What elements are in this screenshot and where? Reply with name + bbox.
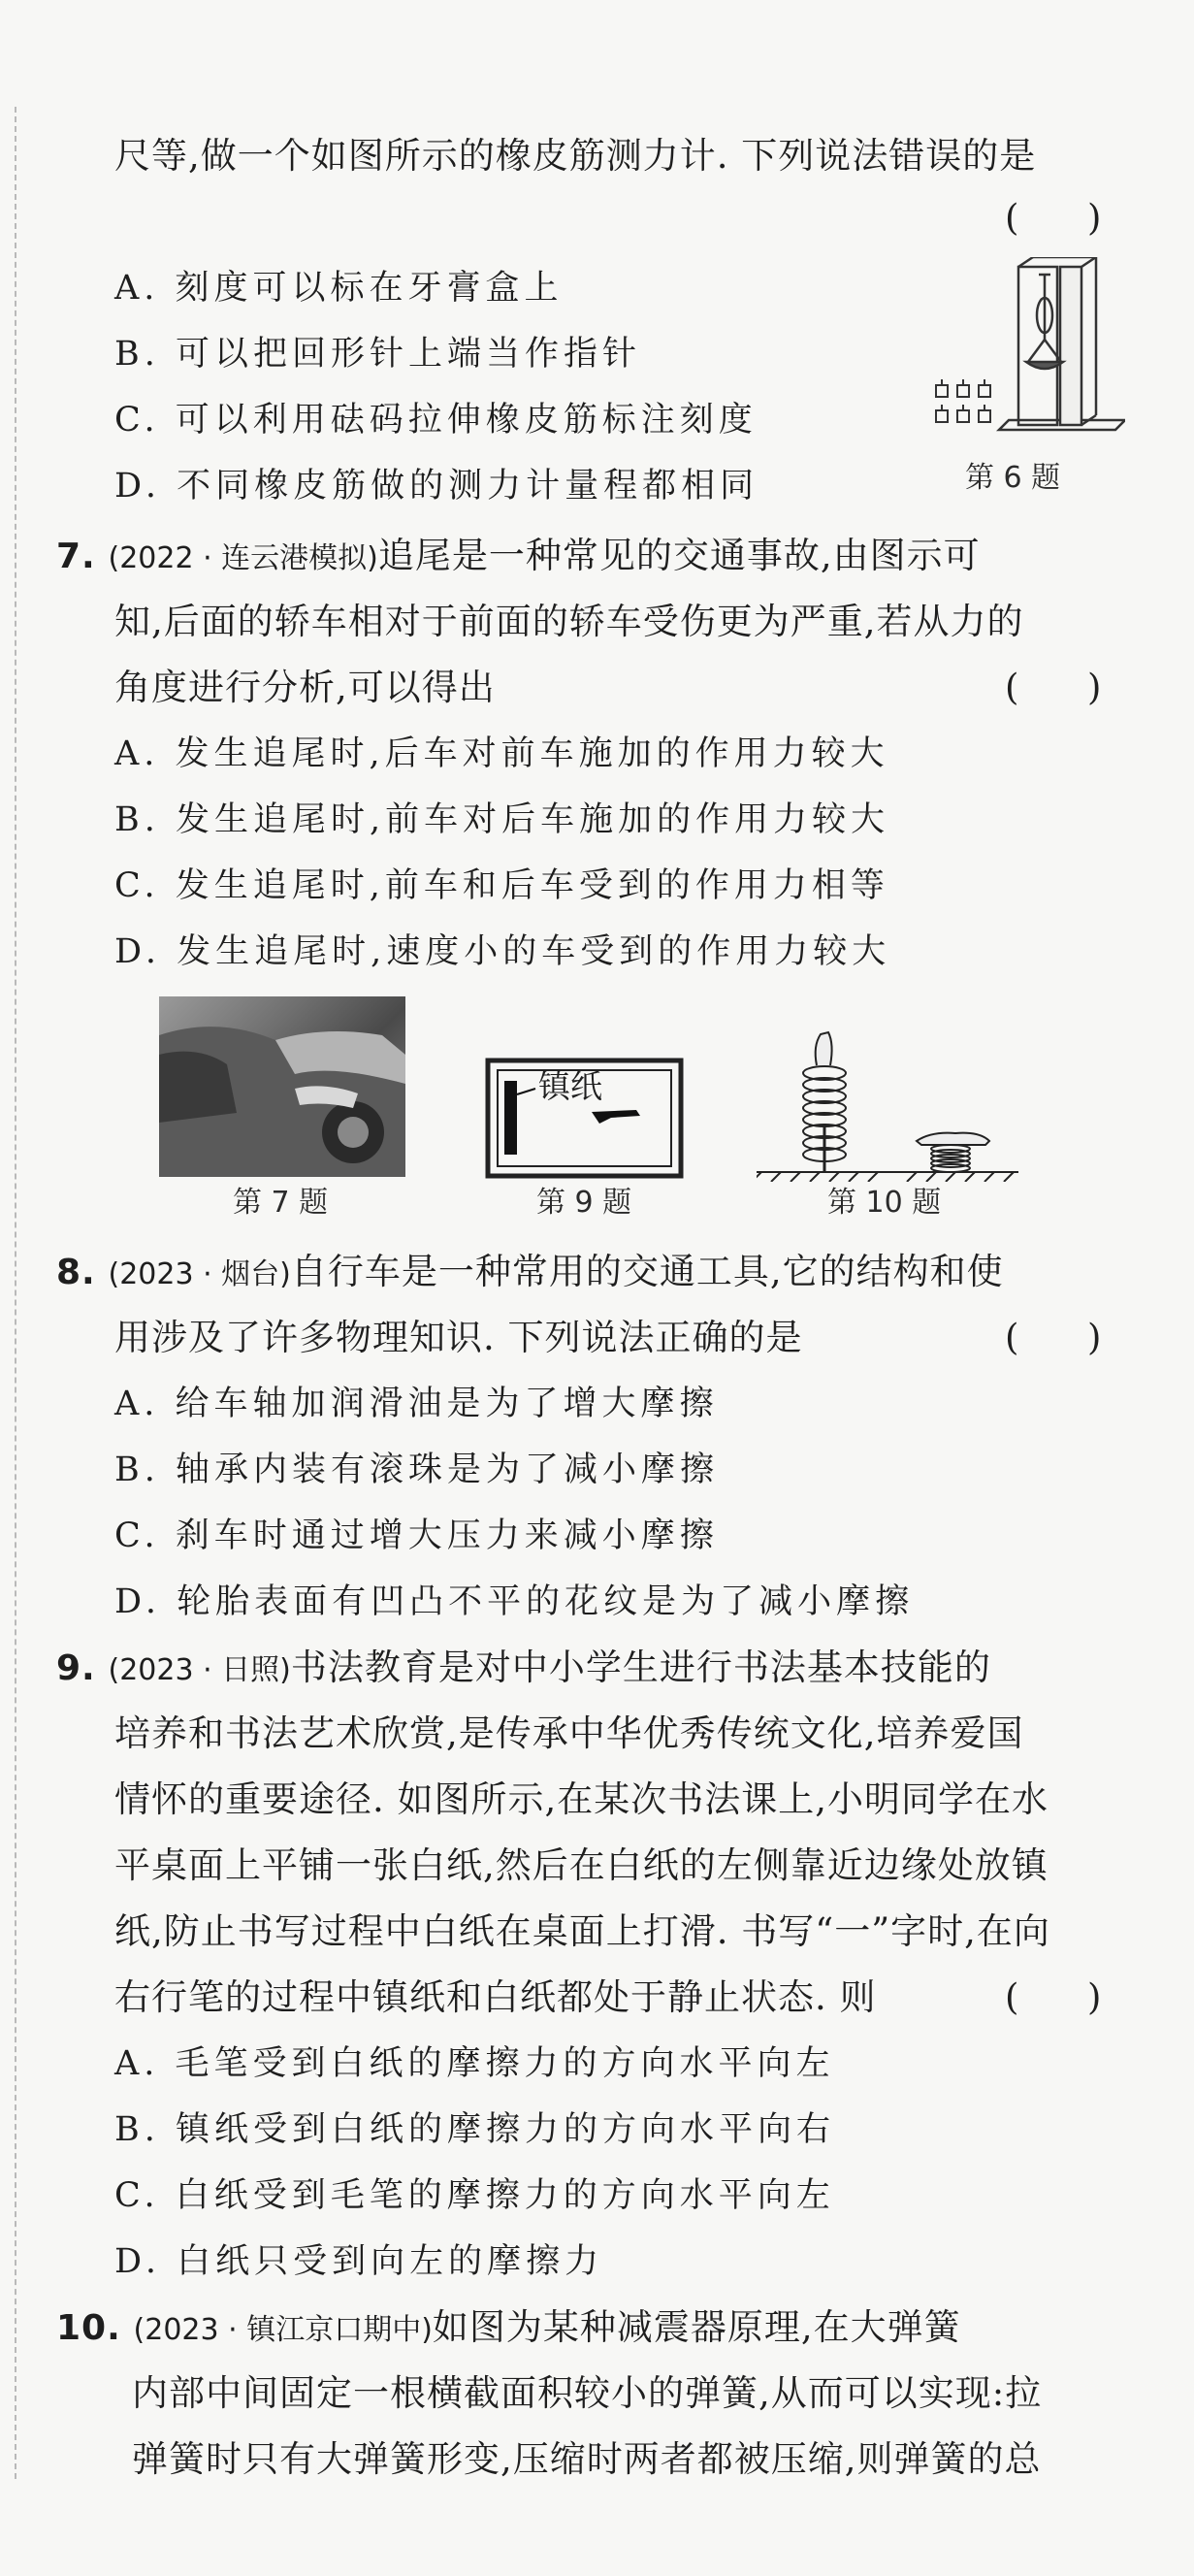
- q10-stem-text-1: 如图为某种减震器原理,在大弹簧: [432, 2306, 961, 2348]
- paperweight-bar: [504, 1081, 517, 1155]
- q9-stem-line-4: 平桌面上平铺一张白纸,然后在白纸的左侧靠近边缘处放镇: [114, 1844, 1049, 1886]
- q9-option-d[interactable]: D. 白纸只受到向左的摩擦力: [114, 2242, 604, 2281]
- q8-option-c[interactable]: C. 刹车时通过增大压力来减小摩擦: [114, 1516, 719, 1555]
- q8-option-d[interactable]: D. 轮胎表面有凹凸不平的花纹是为了减小摩擦: [114, 1582, 915, 1621]
- q8-stem-line-1: [56, 1248, 1004, 1299]
- q8-stem-line-2: 用涉及了许多物理知识. 下列说法正确的是: [114, 1317, 803, 1358]
- q7-stem-line-2: 知,后面的轿车相对于前面的轿车受伤更为严重,若从力的: [114, 601, 1024, 642]
- q7-stem-text-1: 追尾是一种常见的交通事故,由图示可: [377, 535, 981, 576]
- q9-option-c[interactable]: C. 白纸受到毛笔的摩擦力的方向水平向左: [114, 2176, 835, 2215]
- q8-source: (2023 · 烟台): [108, 1257, 291, 1291]
- weights-icon: [936, 379, 990, 422]
- q7-answer-paren[interactable]: ( ): [1005, 667, 1102, 708]
- q6-option-d[interactable]: D. 不同橡皮筋做的测力计量程都相同: [114, 467, 759, 505]
- q6-figure-force-gauge: [926, 257, 1125, 441]
- q7-source: (2022 · 连云港模拟): [108, 541, 378, 575]
- q7-stem-line-1: [56, 532, 981, 583]
- q9-number: 9.: [56, 1648, 96, 1688]
- q7-option-b[interactable]: B. 发生追尾时,前车对后车施加的作用力较大: [114, 800, 890, 839]
- q6-stem-line: 尺等,做一个如图所示的橡皮筋测力计. 下列说法错误的是: [114, 135, 1037, 177]
- q6-figure-caption: 第 6 题: [965, 461, 1061, 495]
- q7-number: 7.: [56, 537, 96, 576]
- q9-stem-line-2: 培养和书法艺术欣赏,是传承中华优秀传统文化,培养爱国: [114, 1712, 1024, 1754]
- q9-source: (2023 · 日照): [108, 1653, 291, 1687]
- q8-option-a[interactable]: A. 给车轴加润滑油是为了增大摩擦: [114, 1385, 719, 1423]
- q9-figure-caption: 第 9 题: [536, 1186, 632, 1220]
- q9-stem-line-3: 情怀的重要途径. 如图所示,在某次书法课上,小明同学在水: [114, 1778, 1049, 1820]
- q9-stem-line-1: [56, 1644, 991, 1695]
- q7-stem-line-3: 角度进行分析,可以得出: [114, 667, 496, 708]
- q10-stem-line-1: [56, 2303, 961, 2355]
- q7-figure-car-crash-photo: [159, 996, 405, 1177]
- q9-stem-line-5: 纸,防止书写过程中白纸在桌面上打滑. 书写“一”字时,在向: [114, 1910, 1050, 1952]
- q9-answer-paren[interactable]: ( ): [1005, 1976, 1102, 2018]
- q6-option-b[interactable]: B. 可以把回形针上端当作指针: [114, 335, 641, 374]
- binding-margin-line: [15, 107, 16, 2479]
- q6-answer-paren[interactable]: ( ): [1005, 197, 1102, 239]
- q8-number: 8.: [56, 1253, 96, 1292]
- q9-option-a[interactable]: A. 毛笔受到白纸的摩擦力的方向水平向左: [114, 2044, 835, 2083]
- brush-stroke-mark: [592, 1110, 640, 1124]
- q6-option-c[interactable]: C. 可以利用砝码拉伸橡皮筋标注刻度: [114, 401, 758, 440]
- q10-number: 10.: [56, 2308, 121, 2348]
- q7-option-c[interactable]: C. 发生追尾时,前车和后车受到的作用力相等: [114, 866, 889, 905]
- q9-stem-text-1: 书法教育是对中小学生进行书法基本技能的: [290, 1647, 991, 1688]
- q9-figure-label: 镇纸: [538, 1067, 602, 1105]
- q8-answer-paren[interactable]: ( ): [1005, 1317, 1102, 1358]
- q8-stem-text-1: 自行车是一种常用的交通工具,它的结构和使: [290, 1251, 1004, 1292]
- q9-option-b[interactable]: B. 镇纸受到白纸的摩擦力的方向水平向右: [114, 2110, 835, 2149]
- q10-stem-line-2: 内部中间固定一根横截面积较小的弹簧,从而可以实现:拉: [132, 2372, 1043, 2414]
- q10-stem-line-3: 弹簧时只有大弹簧形变,压缩时两者都被压缩,则弹簧的总: [132, 2438, 1042, 2480]
- q6-option-a[interactable]: A. 刻度可以标在牙膏盒上: [114, 269, 564, 308]
- q10-source: (2023 · 镇江京口期中): [133, 2313, 433, 2347]
- q7-figure-caption: 第 7 题: [233, 1186, 329, 1220]
- q8-option-b[interactable]: B. 轴承内装有滚珠是为了减小摩擦: [114, 1451, 719, 1489]
- q9-stem-line-6: 右行笔的过程中镇纸和白纸都处于静止状态. 则: [114, 1976, 877, 2018]
- q10-figure-caption: 第 10 题: [827, 1186, 942, 1220]
- q10-figure-springs: [757, 1027, 1018, 1182]
- q7-option-d[interactable]: D. 发生追尾时,速度小的车受到的作用力较大: [114, 932, 891, 971]
- q7-option-a[interactable]: A. 发生追尾时,后车对前车施加的作用力较大: [114, 734, 889, 773]
